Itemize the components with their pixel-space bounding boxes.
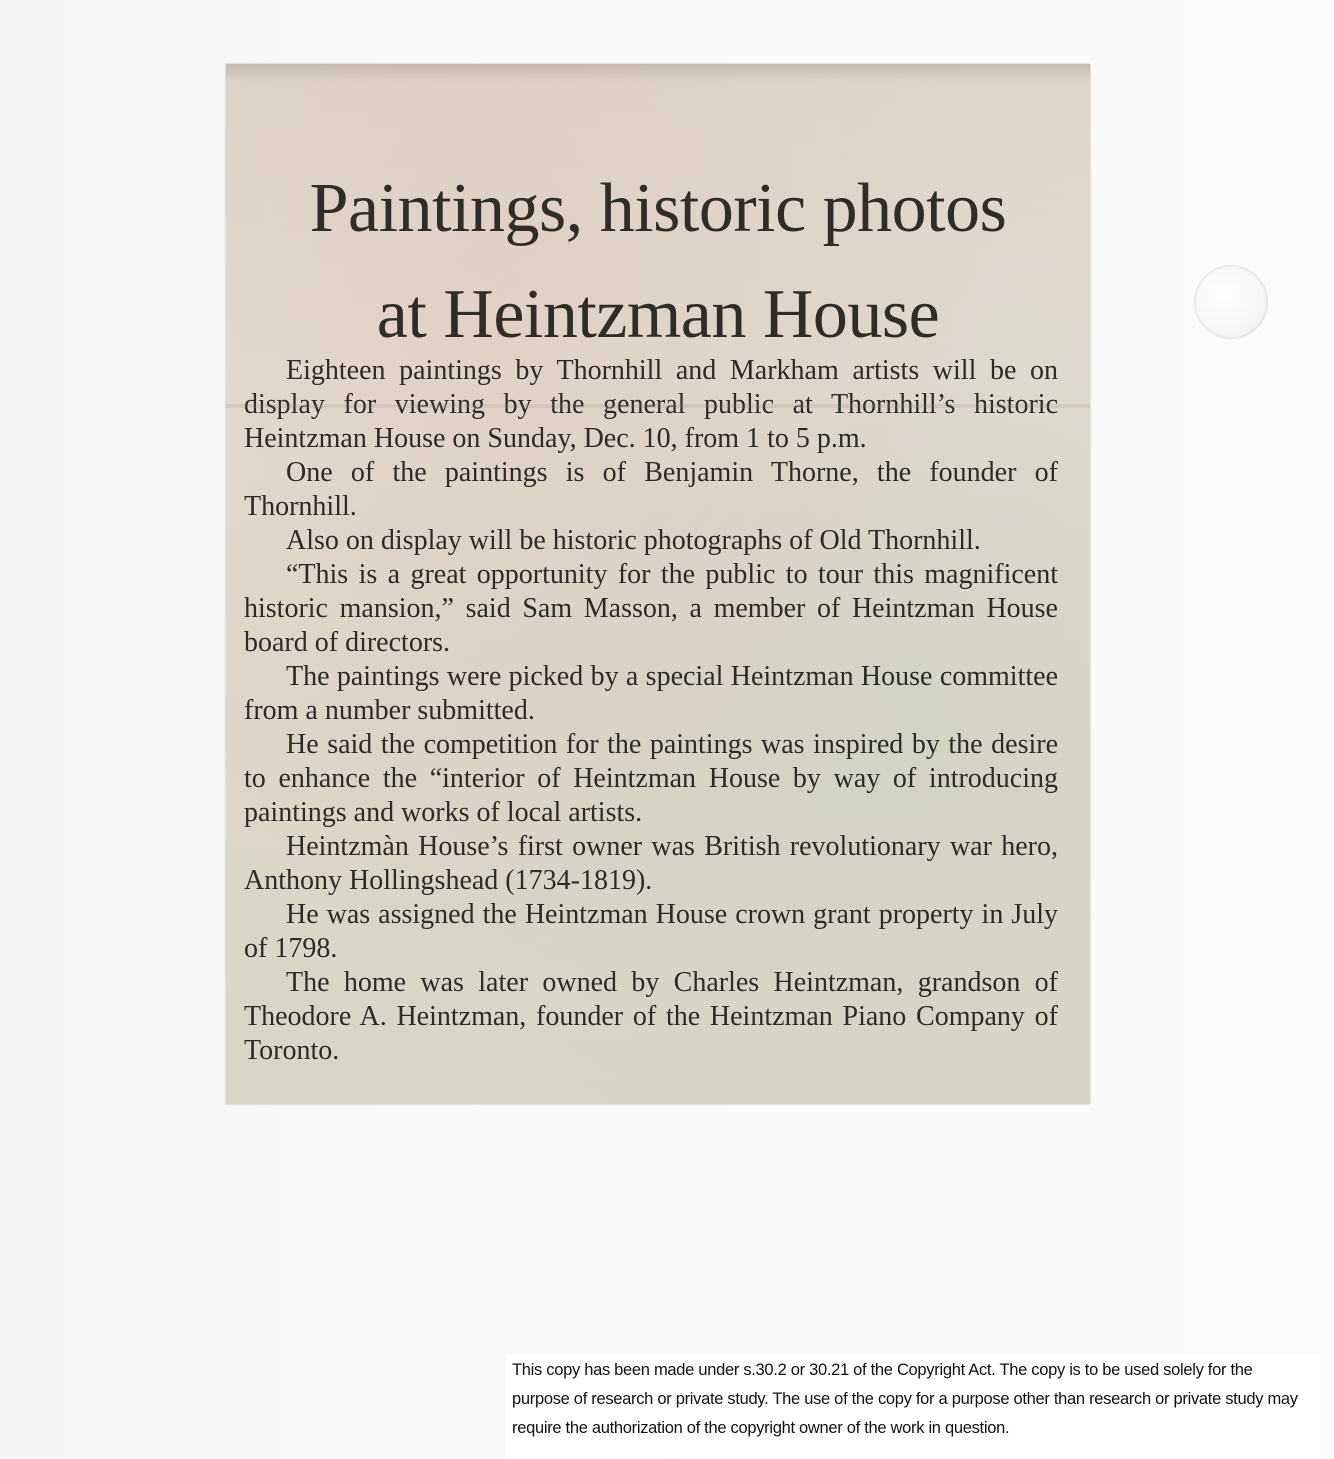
article-paragraph: He said the competition for the paintings was inspired by the desire to enhance the “interior of Heintzman House by way of introducing paintings and works of local artists.	[244, 729, 1058, 828]
headline-line-1: Paintings, historic photos	[309, 170, 1007, 247]
article-paragraph: “This is a great opportunity for the public to tour this magnificent historic mansion,” said Sam Masson, a member of Heintzman House board of directors.	[244, 559, 1058, 658]
article-paragraph: One of the paintings is of Benjamin Thorne, the founder of Thornhill.	[244, 457, 1058, 522]
article-paragraph: Eighteen paintings by Thornhill and Markham artists will be on display for viewing by the general public at Thornhill’s historic Heintzman House on Sunday, Dec. 10, from 1 to 5 p.m.	[244, 355, 1058, 454]
article-paragraph: Also on display will be historic photographs of Old Thornhill.	[286, 525, 981, 556]
article-paragraph: The home was later owned by Charles Heintzman, grandson of Theodore A. Heintzman, founder of the Heintzman Piano Company of Toronto.	[244, 967, 1058, 1066]
article-headline	[226, 156, 1090, 368]
article-body	[244, 354, 1058, 1068]
copyright-notice: This copy has been made under s.30.2 or 30.21 of the Copyright Act. The copy is to be used solely for the purpose of research or private study. The use of the copy for a purpose other than research or private study may require the authorization of the copyright owner of the work in question.	[506, 1354, 1320, 1458]
headline-line-2: at Heintzman House	[376, 276, 940, 353]
article-paragraph: He was assigned the Heintzman House crown grant property in July of 1798.	[244, 899, 1058, 964]
binder-punch-hole	[1194, 265, 1268, 339]
newspaper-clipping	[226, 64, 1090, 1104]
article-paragraph: Heintzmàn House’s first owner was British revolutionary war hero, Anthony Hollingshead (1734-1819).	[244, 831, 1058, 896]
article-paragraph: The paintings were picked by a special Heintzman House committee from a number submitted.	[244, 661, 1058, 726]
